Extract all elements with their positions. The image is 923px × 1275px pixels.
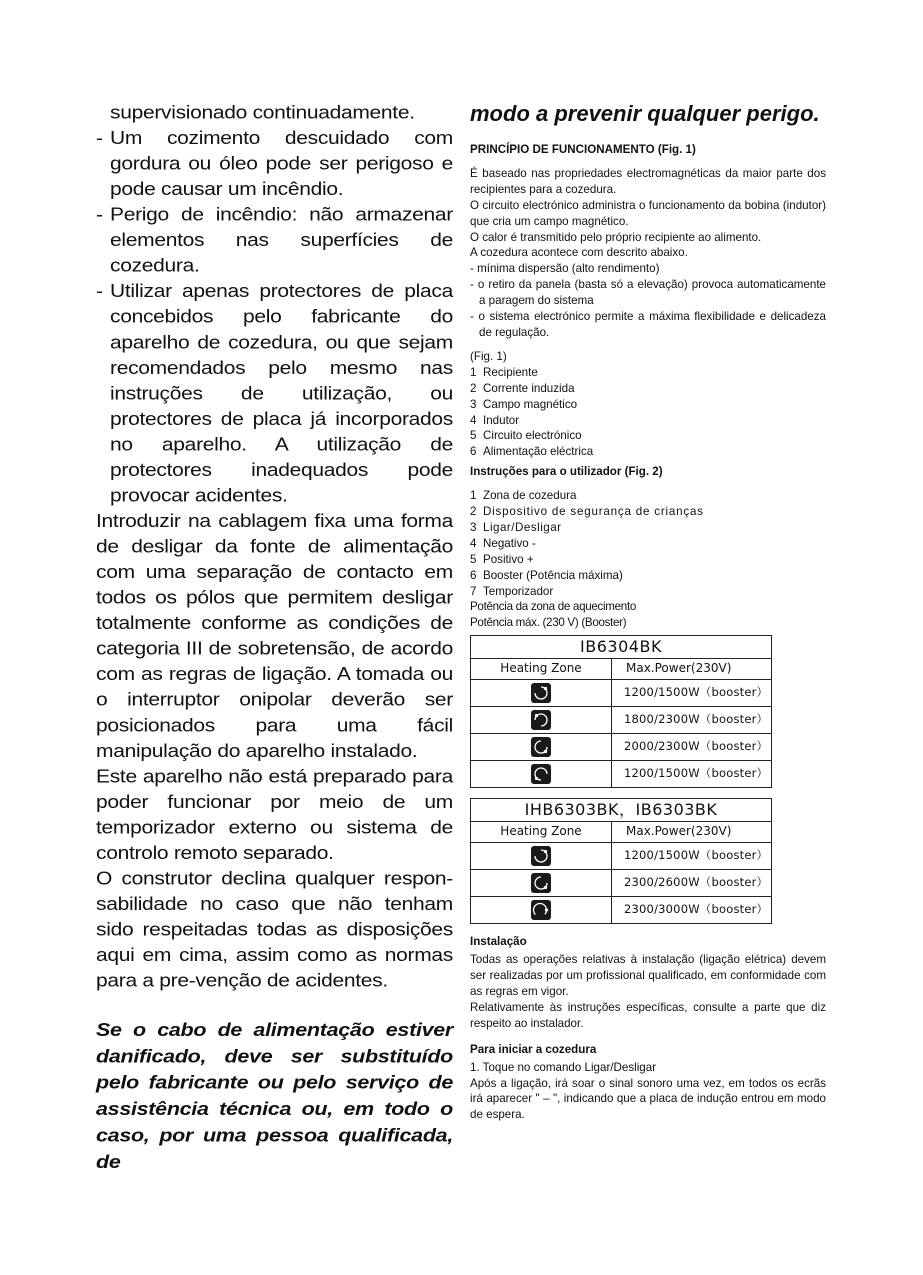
fig2-item: 6 Booster (Potência máxima) <box>470 568 623 582</box>
bullet-item <box>96 279 453 509</box>
paragraph: Introduzir na cablagem fixa uma forma de desligar da fonte de alimentação com uma separação de contacto em todos os pólos que permitem desligar totalmente conforme as condições de categoria III de sobretensão, de acordo com as regras de ligação. A tomada ou o interruptor onipolar deverão ser posicionados para uma fácil manipulação do aparelho instalado. <box>96 511 453 762</box>
column-header: Max.Power(230V) <box>612 822 772 843</box>
fig1-item: 2 Corrente induzida <box>470 381 575 395</box>
principle-line: É baseado nas propriedades electromagnéticas da maior parte dos recipientes para a cozedura. <box>470 166 826 196</box>
bullet-text: Perigo de incêndio: não armazenar elementos nas superfícies de cozedura. <box>110 204 453 277</box>
right-column <box>470 100 826 1123</box>
principle-point: - o sistema electrónico permite a máxima flexibilidade e delicadeza de regulação. <box>470 310 826 339</box>
principle-title: PRINCÍPIO DE FUNCIONAMENTO (Fig. 1) <box>470 143 696 156</box>
fig2-item: 7 Temporizador <box>470 584 554 598</box>
fig2-item: 3 Ligar/Desligar <box>470 520 562 534</box>
start-cooking-title: Para iniciar a cozedura <box>470 1042 597 1056</box>
table-row <box>471 897 772 924</box>
fig2-item: 2 Dispositivo de segurança de crianças <box>470 505 704 519</box>
fig1-item: 6 Alimentação eléctrica <box>470 445 594 459</box>
bullet-dash: - <box>96 128 103 149</box>
zone-bottom-right-icon <box>531 873 551 893</box>
installation-title: Instalação <box>470 935 527 949</box>
zone-top-left-icon <box>531 710 551 730</box>
zone-bottom-right-icon <box>531 737 551 757</box>
zone-top-right-icon <box>531 683 551 703</box>
column-header: Heating Zone <box>471 822 612 843</box>
zone-top-right-icon <box>531 846 551 866</box>
power-value: 1200/1500W（booster） <box>612 761 772 788</box>
start-text: Após a ligação, irá soar o sinal sonoro uma vez, em todos os ecrãs irá aparecer " – ", indicando que a placa de indução entrou em modo de espera. <box>470 1076 826 1122</box>
installation-text: Relativamente às instruções específicas, consulte a parte que diz respeito ao instalador. <box>470 1000 826 1030</box>
fig1-item: 5 Circuito electrónico <box>470 429 582 443</box>
table-row <box>471 680 772 707</box>
fig1-label: (Fig. 1) <box>470 349 507 363</box>
table-row <box>471 734 772 761</box>
power-value: 2000/2300W（booster） <box>612 734 772 761</box>
start-step: 1. Toque no comando Ligar/Desligar <box>470 1060 657 1074</box>
column-header: Max.Power(230V) <box>612 659 772 680</box>
power-zone-label: Potência da zona de aquecimento <box>470 600 637 614</box>
table-row <box>471 870 772 897</box>
installation-text: Todas as operações relativas à instalação (ligação elétrica) devem ser realizadas por um profissional qualificado, em conformidade com as regras em vigor. <box>470 953 826 998</box>
power-max-label: Potência máx. (230 V) (Booster) <box>470 616 627 630</box>
power-table-ihb6303bk <box>470 798 772 924</box>
instructions-title: Instruções para o utilizador (Fig. 2) <box>470 465 663 479</box>
fig1-item: 4 Indutor <box>470 413 520 427</box>
zone-left-icon <box>531 900 551 920</box>
table-row <box>471 843 772 870</box>
bullet-item <box>96 202 453 279</box>
fig2-item: 1 Zona de cozedura <box>470 489 577 503</box>
power-value: 2300/3000W（booster） <box>612 897 772 924</box>
bullet-item <box>96 126 453 203</box>
power-value: 2300/2600W（booster） <box>612 870 772 897</box>
principle-point: - o retiro da panela (basta só a elevação) provoca automaticamente a paragem do sistema <box>470 278 826 308</box>
paragraph: Este aparelho não está preparado para poder funcionar por meio de um temporizador externo ou sistema de controlo remoto separado. <box>96 766 453 864</box>
principle-line: O circuito electrónico administra o funcionamento da bobina (indutor) que cria um campo magnético. <box>470 198 826 228</box>
principle-line: O calor é transmitido pelo próprio recipiente ao alimento. <box>470 230 762 244</box>
table-row <box>471 761 772 788</box>
fig2-item: 4 Negativo - <box>470 536 536 550</box>
power-value: 1800/2300W（booster） <box>612 707 772 734</box>
continued-line: supervisionado continuadamente. <box>110 102 415 123</box>
bullet-dash: - <box>96 281 103 302</box>
power-value: 1200/1500W（booster） <box>612 843 772 870</box>
table-row <box>471 707 772 734</box>
bullet-text: Um cozimento descuidado com gordura ou óleo pode ser perigoso e pode causar um incêndio. <box>110 128 453 200</box>
zone-bottom-left-icon <box>531 764 551 784</box>
power-table-ib6304bk <box>470 635 772 788</box>
bullet-dash: - <box>96 204 103 226</box>
fig1-item: 3 Campo magnético <box>470 397 578 411</box>
bullet-text: Utilizar apenas protectores de placa concebidos pelo fabricante do aparelho de cozedura, ou que sejam recomendados pelo mesmo nas instruções de utilização, ou protectores de placa já incorporados no aparelho. A utilização de protectores inadequados pode provocar acidentes. <box>110 281 453 506</box>
principle-point: - mínima dispersão (alto rendimento) <box>470 262 660 276</box>
fig1-item: 1 Recipiente <box>470 365 538 379</box>
paragraph: O construtor declina qualquer respon-sabilidade no caso que não tenham sido respeitadas todas as disposições aqui em cima, assim como as normas para a pre-venção de acidentes. <box>96 868 453 991</box>
warning-end: modo a prevenir qualquer perigo. <box>470 101 820 126</box>
power-cable-warning: Se o cabo de alimentação estiver danificado, deve ser substituído pelo fabricante ou pelo serviço de assistência técnica ou, em todo o caso, por uma pessoa qualificada, de <box>96 1019 453 1173</box>
column-header: Heating Zone <box>471 659 612 680</box>
left-column <box>96 100 453 1175</box>
fig2-item: 5 Positivo + <box>470 552 534 566</box>
model-name: IB6304BK <box>471 636 772 659</box>
power-value: 1200/1500W（booster） <box>612 680 772 707</box>
model-name: IHB6303BK，IB6303BK <box>471 799 772 822</box>
principle-line: A cozedura acontece com descrito abaixo. <box>470 246 688 260</box>
